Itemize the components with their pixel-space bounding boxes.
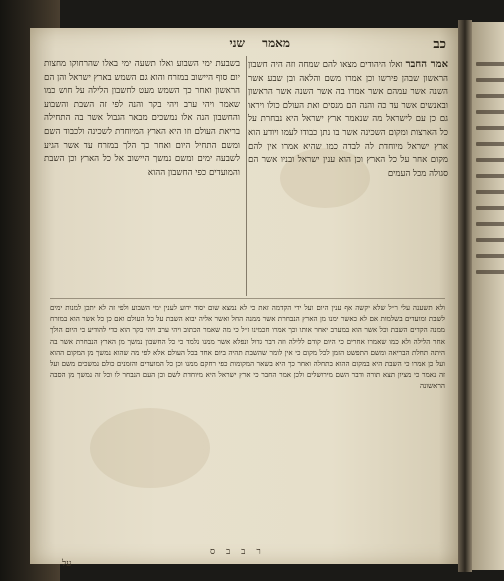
next-page-edge — [472, 22, 504, 570]
left-column-text: בשבעת ימי השבוע ואלו תשעה ימי באלו שהרחוקו מחצות יום סוף היישוב במזרח והוא גם השמש בארץ ישראל והן הם הראשון ואחר כך השמש מעט לחשבון הלילה על חוש כמו שאמר ויהי ערב ויהי בקר והנה לפי זה השבת והשבוע והחשבון הנה אלו נמשכים מבאר הגבול אשר בה התחילה בריאת העולם וזו היא הארץ המיוחדת לשכינה ולכבוד השם ומשם התחיל היום ואחר כך הלך במזרח עד אשר הגיע לשבעה ימים ומשם נמשך היישוב אל כל הארץ וכן השבת והמועדים כפי החשבון ההוא — [44, 59, 240, 178]
page-number: כב — [433, 37, 446, 52]
book-gutter — [458, 20, 472, 572]
text-fragment — [476, 190, 504, 194]
text-fragment — [476, 222, 504, 226]
speaker-lead: אמר החבר — [405, 59, 448, 70]
footnotes-text: ולא תשענה עלי ר״ל שלא יקשה אף ענין היום ועל ידי הקדמה זאת כי לא נמצא שום יסוד ידוע לענין ימי השבוע ולפי זה לא יתכן למנות ימים לשבת ומועדים בשלמות אם לא כאשר ימנו מן הארץ הנבחרת אשר ממנה החל ואשר אליה יבוא השבת על כל העולם ואם כן כל אשר הוא במזרח ממנה הקדים השבת וכל אשר הוא במערב יאחר אותו וכך אמרו חכמינו ז״ל כי מה שאמר הכתוב ויהי ערב ויהי בקר הוא כדי להודיע כי היום הולך אחר הלילה ולא כמו שאמרו אחרים כי היום קודם ללילה וזה דבר גדול ונפלא אשר ממנו נלמד כי כל החשבון נמשך מן הארץ הנבחרת אשר בה היתה תחלת הבריאה ומשם התפשט הזמן לכל מקום כי אין לומר שהשבת תהיה ביום אחד בכל העולם אלא לפי מה שהוא נמשך מן המקום ההוא ועל כן אמרו כי השבת היא במקום ההוא בתחלה ואחר כך היא בשאר המקומות כפי רחקם ממנו וכן כל המועדים והזמנים כולם נמשכים משם ועל זה נאמר כי מציון תצא תורה ודבר השם מירושלים ולכן אמר החבר כי ארץ ישראל היא מיוחדת לשם וכן העם הנבחר לו וכל זה נמשך מן הסבה הראשונה — [50, 303, 445, 391]
book-page — [30, 28, 460, 569]
text-fragment — [476, 174, 504, 178]
column-divider — [246, 56, 247, 296]
text-fragment — [476, 110, 504, 114]
text-fragment — [476, 270, 504, 274]
text-fragment — [476, 62, 504, 66]
text-fragment — [476, 94, 504, 98]
text-fragment — [476, 126, 504, 130]
page-header — [30, 36, 460, 52]
catchword: על — [62, 559, 72, 569]
left-column — [44, 58, 240, 294]
text-fragment — [476, 238, 504, 242]
footnotes — [50, 302, 445, 532]
text-fragment — [476, 158, 504, 162]
footnote-separator — [50, 298, 445, 299]
right-column — [248, 58, 448, 294]
right-column-text: ואלו היהודים מצאו להם שמחה וזה היה חשבון הראשון שבהן פירשו וכן אמרו משם והלאה ובן שבע אשר השנה אשר עמהם אשר אמרו בה אשר השנה אשר הראשון ובאנשים אשר עד כה והנה הם מנסים ואת העולם כולו ויראו גם כן עם לישראל מה שנאמר ארץ ישראל היא נבחרת על כל הארצות ומקום השכינה אשר בו נתן כבודו לעמו ויודע הוא ארץ ישראל מיוחדת לה לבדה כמו שהיא אמרו אין להם מקום אחר על כל הארץ וכן הוא ענין ישראל ובניו אשר הם סגולה מכל העמים — [248, 60, 448, 179]
text-fragment — [476, 206, 504, 210]
text-fragment — [476, 142, 504, 146]
text-fragment — [476, 254, 504, 258]
text-fragment — [476, 78, 504, 82]
running-title-left: שני — [229, 36, 245, 50]
signature-mark: ר ב ב ס — [210, 547, 265, 557]
running-title-right: מאמר — [262, 36, 290, 50]
